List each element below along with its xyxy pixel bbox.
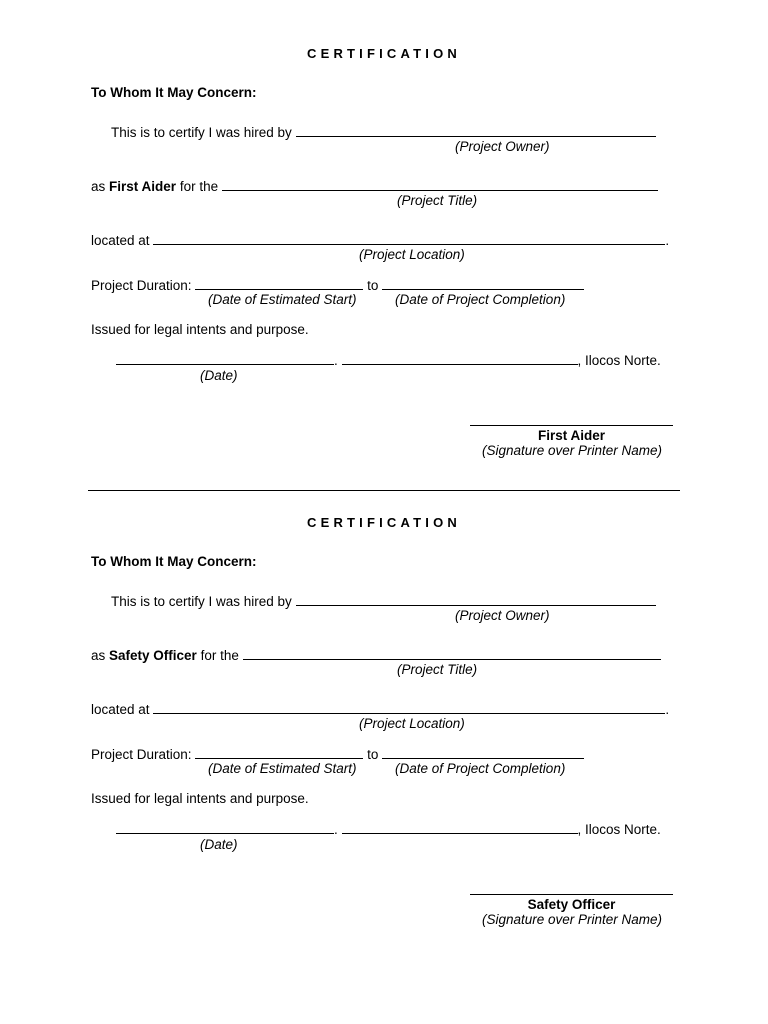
role-suffix: for the: [179, 179, 219, 194]
certificate-title: CERTIFICATION: [306, 515, 462, 530]
divider: [88, 490, 680, 491]
date-caption: (Date): [200, 837, 238, 852]
date-place-line: . , Ilocos Norte.: [116, 352, 661, 369]
hired-prefix: This is to certify I was hired by: [111, 594, 292, 609]
duration-prefix: Project Duration:: [91, 747, 192, 762]
located-prefix: located at: [91, 233, 150, 248]
duration-to: to: [367, 747, 379, 762]
signatory-role: First Aider: [537, 428, 605, 443]
project-title-caption: (Project Title): [397, 662, 478, 677]
hired-prefix: This is to certify I was hired by: [111, 125, 292, 140]
place-suffix: , Ilocos Norte.: [577, 822, 661, 837]
certificate-title: CERTIFICATION: [306, 46, 462, 61]
role-line: [91, 647, 661, 664]
date-field[interactable]: [116, 821, 334, 834]
hired-by-line: [111, 124, 656, 141]
start-date-field[interactable]: [195, 746, 363, 759]
start-date-field[interactable]: [195, 277, 363, 290]
date-caption: (Date): [200, 368, 238, 383]
signature-line[interactable]: [470, 894, 673, 895]
project-title-field[interactable]: [243, 647, 661, 660]
project-location-caption: (Project Location): [359, 716, 465, 731]
hired-by-line: [111, 593, 656, 610]
project-location-field[interactable]: [153, 701, 665, 714]
signatory-role: Safety Officer: [527, 897, 616, 912]
completion-date-caption: (Date of Project Completion): [395, 761, 566, 776]
place-field[interactable]: [342, 352, 578, 365]
project-owner-field[interactable]: [296, 593, 656, 606]
role-suffix: for the: [200, 648, 239, 663]
issued-text: Issued for legal intents and purpose.: [91, 791, 309, 806]
role-name: First Aider: [109, 179, 177, 194]
duration-to: to: [367, 278, 379, 293]
salutation: To Whom It May Concern:: [91, 554, 257, 569]
project-owner-field[interactable]: [296, 124, 656, 137]
salutation: To Whom It May Concern:: [91, 85, 257, 100]
duration-prefix: Project Duration:: [91, 278, 192, 293]
place-suffix: , Ilocos Norte.: [577, 353, 661, 368]
signature-line[interactable]: [470, 425, 673, 426]
location-line: located at .: [91, 702, 670, 717]
signature-caption: (Signature over Printer Name): [481, 443, 663, 458]
project-location-caption: (Project Location): [359, 247, 465, 262]
project-owner-caption: (Project Owner): [455, 608, 550, 623]
completion-date-caption: (Date of Project Completion): [395, 292, 566, 307]
place-field[interactable]: [342, 821, 578, 834]
signature-caption: (Signature over Printer Name): [481, 912, 663, 927]
role-name: Safety Officer: [109, 648, 197, 663]
located-prefix: located at: [91, 702, 150, 717]
role-prefix: as: [91, 648, 106, 663]
role-line: [91, 178, 658, 195]
location-line: located at .: [91, 233, 670, 248]
issued-text: Issued for legal intents and purpose.: [91, 322, 309, 337]
role-prefix: as: [91, 179, 106, 194]
completion-date-field[interactable]: [382, 746, 584, 759]
project-title-caption: (Project Title): [397, 193, 478, 208]
date-place-line: . , Ilocos Norte.: [116, 821, 661, 838]
start-date-caption: (Date of Estimated Start): [208, 292, 357, 307]
project-owner-caption: (Project Owner): [455, 139, 550, 154]
project-title-field[interactable]: [222, 178, 658, 191]
project-location-field[interactable]: [153, 232, 665, 245]
start-date-caption: (Date of Estimated Start): [208, 761, 357, 776]
date-field[interactable]: [116, 352, 334, 365]
completion-date-field[interactable]: [382, 277, 584, 290]
